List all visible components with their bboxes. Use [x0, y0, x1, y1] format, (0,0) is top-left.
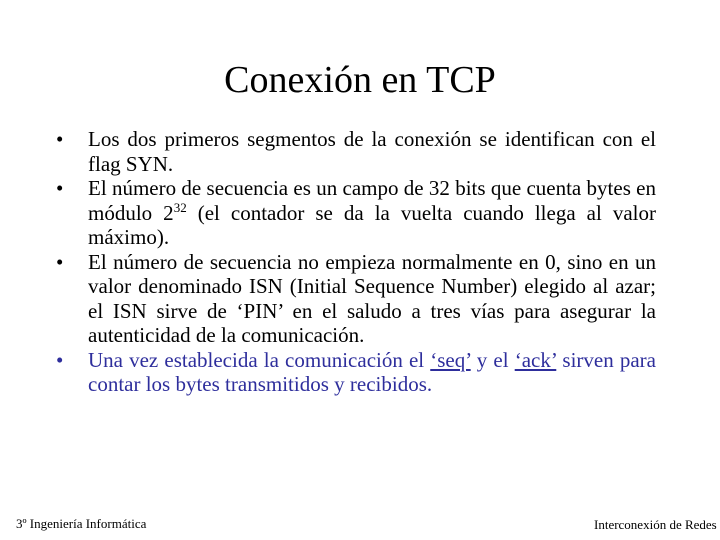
bullet-text: El número de secuencia no empieza normalmente en 0, sino en un valor denominado ISN (Initial Sequence Number) elegido al azar; el ISN sirve de ‘PIN’ en el saludo a tres vías para asegurar la autenticidad de la comunicación. — [88, 249, 656, 347]
bullet-item-seq-ack — [56, 348, 656, 397]
ack-term: ‘ack’ — [514, 347, 557, 372]
seq-term: ‘seq’ — [430, 347, 471, 372]
bullet-icon: • — [56, 176, 64, 200]
bullet-text-end: sirven para contar los bytes transmitidos y recibidos. — [88, 347, 656, 396]
exponent: 32 — [173, 199, 187, 215]
bullet-item-syn — [56, 127, 656, 176]
slide-title: Conexión en TCP — [224, 59, 496, 101]
bullet-icon: • — [56, 347, 64, 372]
bullet-text: El número de secuencia es un campo de 32 bits que cuenta bytes en módulo 2 — [88, 176, 656, 225]
footer-course: 3º Ingeniería Informática — [16, 516, 147, 531]
bullet-item-isn — [56, 250, 656, 348]
bullet-icon: • — [56, 249, 64, 274]
bullet-item-sequence-field — [56, 176, 656, 250]
bullet-text-middle: y el — [470, 347, 515, 372]
footer-subject: Interconexión de Redes — [594, 517, 717, 532]
bullet-list — [56, 127, 656, 397]
bullet-text: Los dos primeros segmentos de la conexión se identifican con el flag SYN. — [88, 127, 656, 176]
bullet-text-continued: (el contador se da la vuelta cuando llega al valor máximo). — [88, 200, 656, 249]
bullet-icon: • — [56, 127, 64, 151]
bullet-text: Una vez establecida la comunicación el — [88, 347, 431, 372]
